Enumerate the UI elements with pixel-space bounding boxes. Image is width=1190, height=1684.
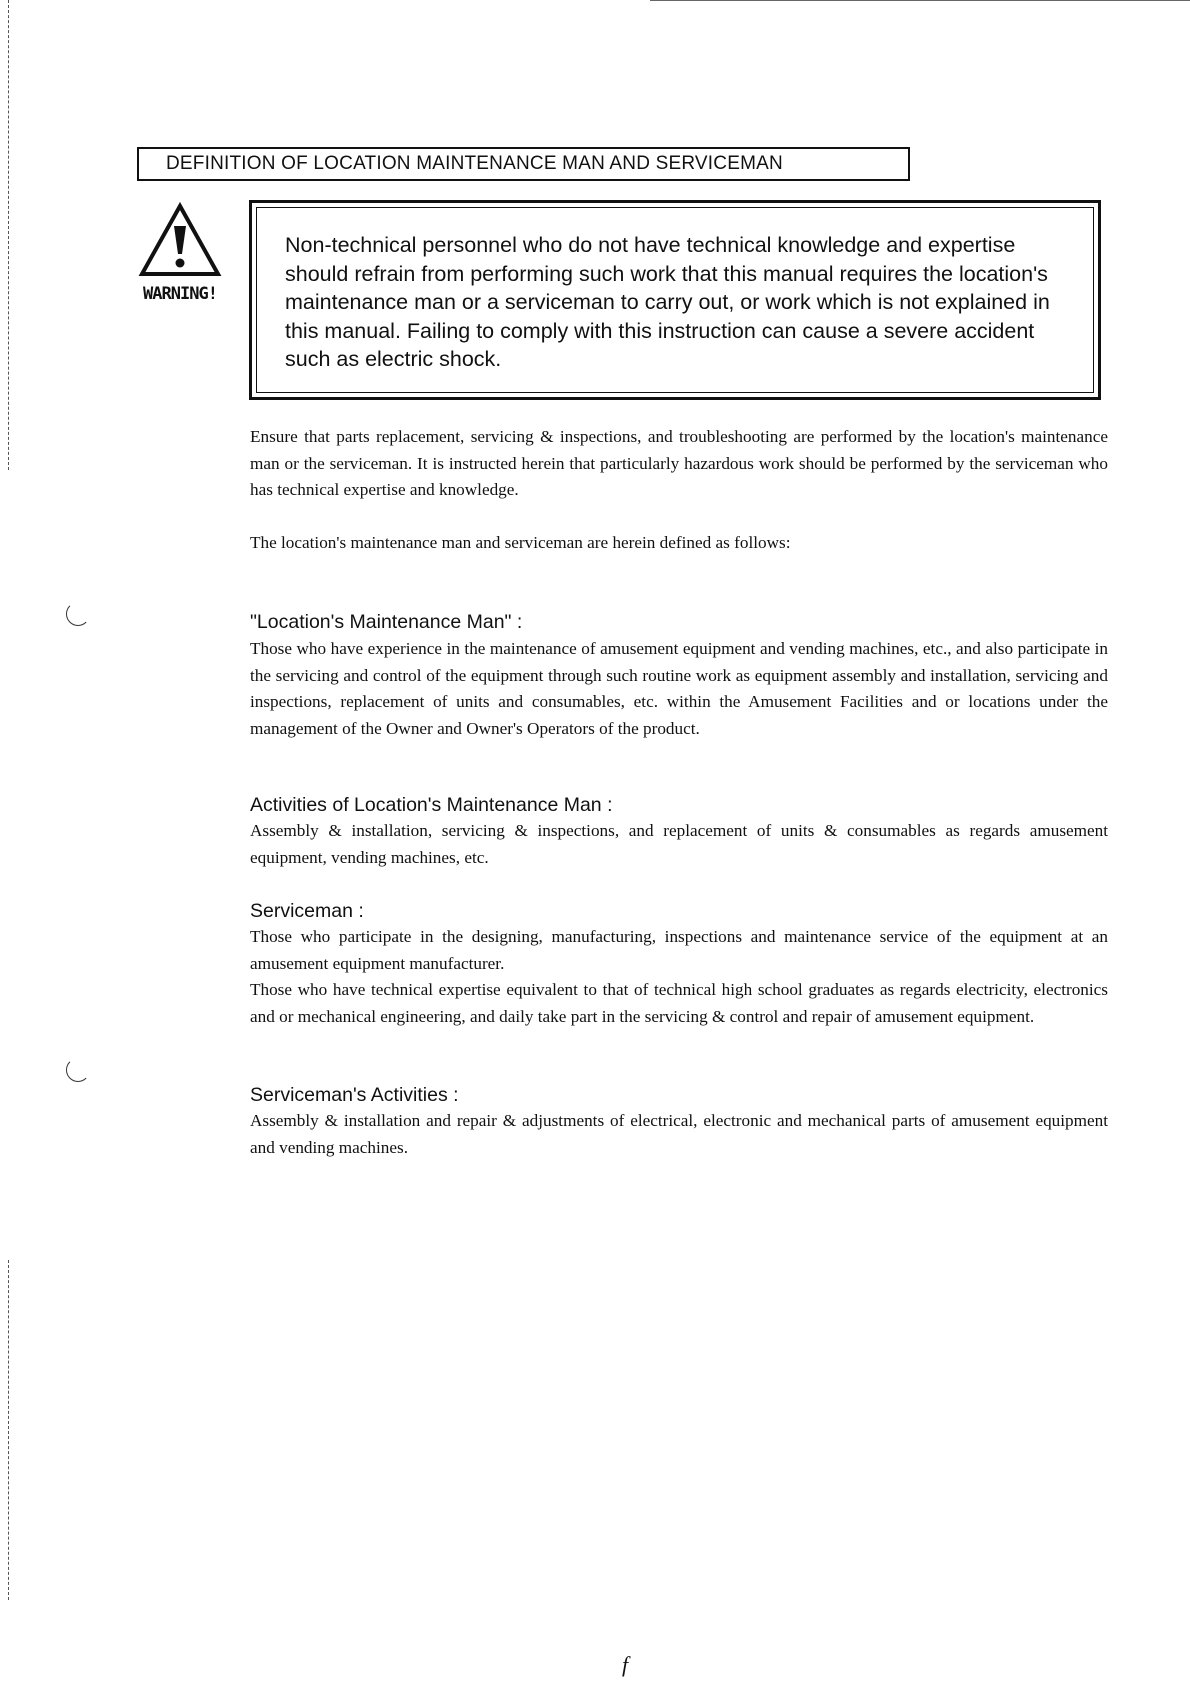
warning-box-inner	[256, 207, 1094, 393]
intro-definition-line: The location's maintenance man and serviceman are herein defined as follows:	[250, 533, 791, 552]
body-serviceman-2: Those who have technical expertise equivalent to that of technical high school graduates as regards electricity, electronics and or mechanical engineering, and daily take part in the servicing & control and repair of amusement equipment.	[250, 980, 1108, 1026]
section-title: DEFINITION OF LOCATION MAINTENANCE MAN AND SERVICEMAN	[137, 147, 910, 181]
body-serviceman: Those who participate in the designing, manufacturing, inspections and maintenance service of the equipment at an amusement equipment manufacturer.	[250, 927, 1108, 973]
intro-paragraph: Ensure that parts replacement, servicing & inspections, and troubleshooting are performed by the location's maintenance man or the serviceman. It is instructed herein that particularly hazardous work should be performed by the serviceman who has technical expertise and knowledge.	[250, 427, 1108, 499]
warning-triangle-icon	[138, 200, 222, 280]
body-location-maintenance-man: Those who have experience in the maintenance of amusement equipment and vending machines, etc., and also participate in the servicing and control of the equipment through such routine work as equipment assembly and installation, servicing and inspections, replacement of units and consumables, etc. within the Amusement Facilities and or locations under the management of the Owner and Owner's Operators of the product.	[250, 639, 1108, 738]
body-maintenance-activities: Assembly & installation, servicing & inspections, and replacement of units & consumables as regards amusement equipment, vending machines, etc.	[250, 821, 1108, 867]
warning-text: Non-technical personnel who do not have technical knowledge and expertise should refrain from performing such work that this manual requires the location's maintenance man or a serviceman to carry out, or work which is not explained in this manual. Failing to comply with this instruction can cause a severe accident such as electric shock.	[285, 233, 1050, 371]
body-serviceman-activities: Assembly & installation and repair & adjustments of electrical, electronic and mechanical parts of amusement equipment and vending machines.	[250, 1111, 1108, 1157]
warning-box	[249, 200, 1101, 400]
scan-top-rule	[650, 0, 1190, 1]
page-mark: f	[622, 1652, 629, 1677]
heading-serviceman-activities: Serviceman's Activities :	[250, 1084, 459, 1106]
punch-hole-mark-2	[66, 1058, 90, 1082]
scan-edge-line-lower	[8, 1260, 9, 1600]
warning-label: WARNING!	[143, 284, 217, 304]
scan-edge-line	[8, 0, 9, 470]
heading-location-maintenance-man: "Location's Maintenance Man" :	[250, 611, 523, 633]
heading-serviceman: Serviceman :	[250, 900, 364, 922]
heading-maintenance-activities: Activities of Location's Maintenance Man :	[250, 794, 613, 816]
warning-block	[138, 200, 222, 312]
punch-hole-mark	[66, 602, 90, 626]
